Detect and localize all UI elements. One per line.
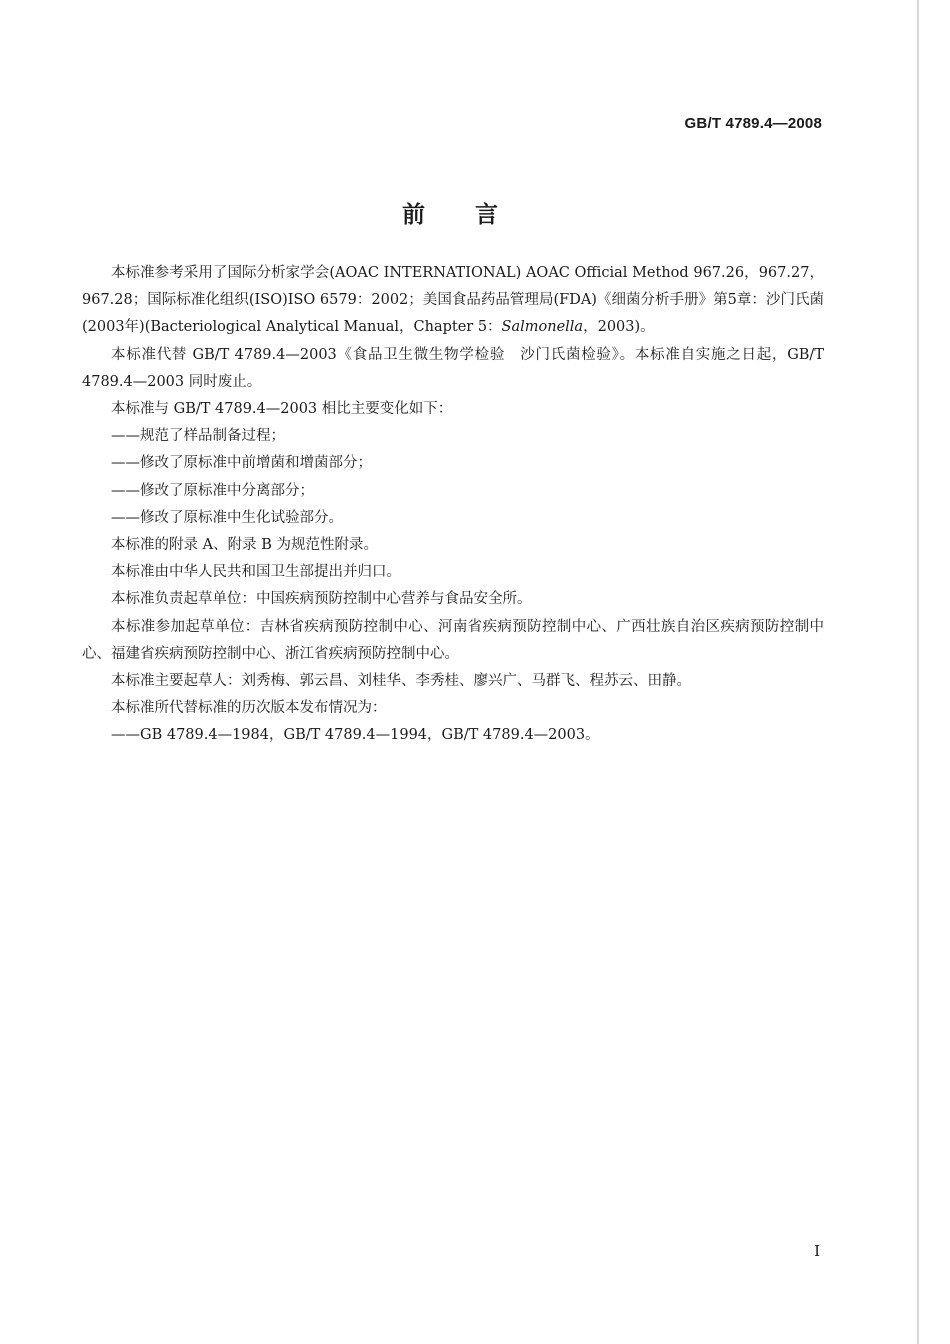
paragraph-lead-drafter: 本标准负责起草单位：中国疾病预防控制中心营养与食品安全所。 bbox=[111, 591, 532, 608]
paragraph-references-end: ，2003)。 bbox=[583, 319, 655, 336]
paragraph-replaces: 本标准代替 GB/T 4789.4—2003《食品卫生微生物学检验 沙门氏菌检验》。本标准自实施之日起，GB/T 4789.4—2003 同时废止。 bbox=[82, 346, 824, 390]
standard-number: GB/T 4789.4—2008 bbox=[684, 115, 822, 132]
salmonella-italic: Salmonella bbox=[501, 319, 584, 336]
history-item: ——GB 4789.4—1984，GB/T 4789.4—1994，GB/T 4789.4—2003。 bbox=[111, 727, 600, 744]
paragraph-main-drafters: 本标准主要起草人：刘秀梅、郭云昌、刘桂华、李秀桂、廖兴广、马群飞、程苏云、田静。 bbox=[111, 673, 691, 690]
page-number: I bbox=[814, 1242, 820, 1260]
paragraph-references bbox=[82, 260, 824, 342]
paragraph-changes-intro: 本标准与 GB/T 4789.4—2003 相比主要变化如下： bbox=[111, 401, 453, 418]
page-edge-line bbox=[917, 0, 919, 1344]
change-item: ——修改了原标准中前增菌和增菌部分； bbox=[111, 455, 372, 472]
paragraph-references-text: 本标准参考采用了国际分析家学会(AOAC INTERNATIONAL) AOAC Official Method 967.26，967.27，967.28；国际标准化组织(ISO)ISO 6579：2002；美国食品药品管理局(FDA)《细菌分析手册》第5章：沙门氏菌(2003年)(Bacteriological Analytical Manual，Chapter 5： bbox=[82, 265, 824, 336]
change-item: ——修改了原标准中分离部分； bbox=[111, 482, 314, 499]
paragraph-history-intro: 本标准所代替标准的历次版本发布情况为： bbox=[111, 700, 387, 717]
paragraph-appendix: 本标准的附录 A、附录 B 为规范性附录。 bbox=[111, 537, 378, 554]
paragraph-proposer: 本标准由中华人民共和国卫生部提出并归口。 bbox=[111, 564, 401, 581]
page-title: 前言 bbox=[402, 202, 548, 228]
paragraph-participating-drafters: 本标准参加起草单位：吉林省疾病预防控制中心、河南省疾病预防控制中心、广西壮族自治区疾病预防控制中心、福建省疾病预防控制中心、浙江省疾病预防控制中心。 bbox=[82, 618, 824, 662]
change-item: ——规范了样品制备过程； bbox=[111, 428, 285, 445]
change-item: ——修改了原标准中生化试验部分。 bbox=[111, 509, 343, 526]
foreword-body bbox=[82, 260, 824, 750]
